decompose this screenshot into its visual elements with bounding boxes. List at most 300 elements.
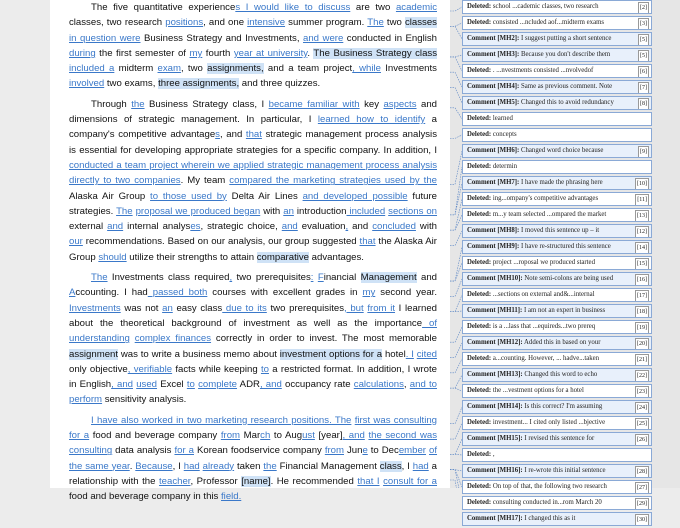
- comment-balloons[interactable]: [462, 0, 652, 528]
- paragraph-1[interactable]: [69, 0, 437, 92]
- tracked-insertion[interactable]: should: [98, 251, 127, 263]
- tracked-insertion[interactable]: to those used by: [150, 190, 227, 202]
- deletion-balloon[interactable]: [462, 128, 652, 142]
- tracked-insertion[interactable]: included: [346, 205, 386, 217]
- balloon-reference-number[interactable]: [3]: [638, 18, 649, 30]
- text-run: , and: [219, 129, 246, 141]
- balloon-text: concepts: [491, 131, 517, 138]
- tracked-insertion[interactable]: that: [359, 236, 376, 248]
- commented-text[interactable]: [name]: [241, 475, 271, 487]
- text-run: recommendations. Based on our analysis, our group suggested: [82, 236, 360, 248]
- balloon-kind-label: Comment [MH2]:: [467, 35, 520, 42]
- text-run: , and one: [203, 17, 248, 29]
- deletion-balloon[interactable]: [462, 208, 652, 222]
- tracked-insertion[interactable]: included a: [69, 63, 115, 75]
- text-run: , Professor: [190, 475, 242, 487]
- tracked-insertion[interactable]: calculations: [353, 379, 404, 391]
- balloon-reference-number[interactable]: [18]: [635, 306, 649, 318]
- document-page[interactable]: [50, 0, 450, 503]
- tracked-insertion[interactable]: first was consulting for a: [69, 414, 437, 442]
- deletion-balloon[interactable]: [462, 112, 652, 126]
- balloon-text: project ...roposal we produced started: [491, 259, 595, 266]
- tracked-insertion[interactable]: of the same year: [69, 445, 438, 472]
- text-run: two exams,: [104, 78, 159, 90]
- deletion-balloon[interactable]: [462, 160, 652, 174]
- tracked-insertion[interactable]: exam: [157, 63, 181, 75]
- comment-balloon[interactable]: [462, 176, 652, 190]
- tracked-insertion[interactable]: and developed possible: [302, 190, 408, 202]
- balloon-text: ing...ompany's competitive advantages: [491, 195, 599, 202]
- balloon-kind-label: Comment [MH13]:: [467, 371, 523, 378]
- deletion-balloon[interactable]: [462, 448, 652, 462]
- text-run: utilize their strengths to attain: [126, 251, 257, 263]
- balloon-text: the ...vestment options for a hotel: [491, 387, 584, 394]
- commented-text[interactable]: class: [379, 460, 402, 472]
- tracked-insertion[interactable]: an: [283, 205, 294, 217]
- balloon-reference-number[interactable]: [23]: [635, 386, 649, 398]
- tracked-insertion[interactable]: that I: [357, 475, 380, 487]
- deletion-balloon[interactable]: [462, 192, 652, 206]
- balloon-reference-number[interactable]: [6]: [638, 66, 649, 78]
- deletion-balloon[interactable]: [462, 384, 652, 398]
- balloon-text: consulting conducted in...rom March 20: [491, 499, 602, 506]
- text-run: conducted in English: [343, 32, 437, 44]
- balloon-kind-label: Comment [MH17]:: [467, 515, 523, 522]
- balloon-kind-label: Deleted:: [467, 163, 492, 170]
- balloon-kind-label: Deleted:: [467, 451, 492, 458]
- text-run: to Dec: [367, 445, 399, 457]
- tracked-insertion[interactable]: aspects: [383, 98, 417, 110]
- text-run: data analysis: [112, 445, 175, 457]
- text-run: only objective: [69, 363, 128, 375]
- balloon-kind-label: Comment [MH3]:: [467, 51, 520, 58]
- commented-text[interactable]: The Business Strategy class: [313, 47, 437, 59]
- tracked-insertion[interactable]: , and: [111, 379, 133, 391]
- tracked-insertion[interactable]: the: [263, 460, 277, 472]
- tracked-insertion[interactable]: for a: [174, 445, 194, 457]
- text-run: second year.: [375, 287, 437, 299]
- text-run: food and beverage company: [89, 430, 221, 442]
- tracked-insertion[interactable]: an: [162, 302, 173, 314]
- commented-text[interactable]: three assignments,: [158, 78, 240, 90]
- text-run: ADR: [237, 379, 260, 391]
- tracked-insertion[interactable]: our: [69, 236, 83, 248]
- tracked-insertion[interactable]: already: [202, 460, 235, 472]
- commented-text[interactable]: assignment: [69, 348, 119, 360]
- comment-balloon[interactable]: [462, 304, 652, 318]
- text-run: classes, two research: [69, 17, 166, 29]
- balloon-text: investment... I cited only listed ...bjective: [491, 419, 606, 426]
- balloon-reference-number[interactable]: [2]: [638, 2, 649, 14]
- deletion-balloon[interactable]: [462, 256, 652, 270]
- text-run: strategic management process analysis is essential for developing appropriate strategies for a specific company. In addition, I: [69, 129, 437, 156]
- tracked-insertion[interactable]: from: [324, 445, 344, 457]
- text-run: two: [383, 17, 405, 29]
- comment-balloon[interactable]: [462, 432, 652, 446]
- tracked-insertion[interactable]: , while: [352, 63, 381, 75]
- text-run: the first semester of: [95, 47, 190, 59]
- tracked-insertion[interactable]: . I: [405, 348, 414, 360]
- tracked-insertion[interactable]: that: [245, 129, 262, 141]
- balloon-kind-label: Deleted:: [467, 419, 492, 426]
- text-run: are two: [350, 2, 396, 13]
- balloon-reference-number[interactable]: [29]: [635, 498, 649, 510]
- balloon-text: ...sections on external and&...internal: [491, 291, 595, 298]
- balloon-kind-label: Comment [MH16]:: [467, 467, 523, 474]
- balloon-text: I revised this sentence for: [522, 435, 595, 442]
- text-run: two prerequisites: [266, 302, 345, 314]
- tracked-insertion[interactable]: , but: [344, 302, 364, 314]
- comment-balloon[interactable]: [462, 32, 652, 46]
- text-run: the Alaska Air Group: [69, 236, 438, 263]
- text-run: ,: [403, 379, 410, 391]
- balloon-kind-label: Comment [MH15]:: [467, 435, 523, 442]
- tracked-insertion[interactable]: and: [107, 221, 124, 233]
- balloon-reference-number[interactable]: [9]: [638, 146, 649, 158]
- tracked-insertion[interactable]: concluded: [372, 221, 416, 233]
- tracked-insertion[interactable]: proposal we produced began: [135, 205, 261, 217]
- text-run: Mar: [240, 430, 261, 442]
- tracked-insertion[interactable]: e: [362, 445, 368, 457]
- text-run: sensitivity analysis.: [102, 394, 187, 406]
- text-run: summer program.: [285, 17, 368, 29]
- balloon-reference-number[interactable]: [8]: [638, 98, 649, 110]
- balloon-kind-label: Deleted:: [467, 67, 492, 74]
- text-run: Financial Management: [276, 460, 380, 472]
- tracked-insertion[interactable]: involved: [69, 78, 105, 90]
- deletion-balloon[interactable]: [462, 64, 652, 78]
- deletion-balloon[interactable]: [462, 16, 652, 30]
- text-run: a company's competitive advantage: [69, 114, 438, 141]
- tracked-insertion[interactable]: ember: [398, 445, 427, 457]
- text-run: was not: [120, 302, 163, 314]
- balloon-reference-number[interactable]: [19]: [635, 322, 649, 334]
- balloon-reference-number[interactable]: [14]: [635, 242, 649, 254]
- comment-balloon[interactable]: [462, 368, 652, 382]
- balloon-kind-label: Comment [MH11]:: [467, 307, 523, 314]
- tracked-insertion[interactable]: I have also worked in two marketing research positions. The: [91, 414, 352, 426]
- balloon-reference-number[interactable]: [11]: [635, 194, 649, 206]
- balloon-text: ,: [491, 451, 495, 458]
- paragraph-2[interactable]: [69, 97, 437, 265]
- text-run: and: [416, 272, 438, 284]
- text-run: easy class: [172, 302, 223, 314]
- balloon-reference-number[interactable]: [15]: [635, 258, 649, 270]
- tracked-insertion[interactable]: , and: [259, 379, 282, 391]
- tracked-insertion[interactable]: cited: [416, 348, 437, 360]
- tracked-insertion[interactable]: intensive: [247, 17, 286, 29]
- balloon-text: Changed this to avoid redundancy: [519, 99, 614, 106]
- balloon-text: I am not an expert in business: [522, 307, 606, 314]
- balloon-kind-label: Deleted:: [467, 195, 492, 202]
- comment-balloon[interactable]: [462, 464, 652, 478]
- text-run: Business Strategy class, I: [144, 98, 269, 110]
- comment-balloon[interactable]: [462, 336, 652, 350]
- tracked-insertion[interactable]: consult for a: [383, 475, 438, 487]
- balloon-reference-number[interactable]: [22]: [635, 370, 649, 382]
- text-run: occupancy rate: [281, 379, 354, 391]
- tracked-insertion[interactable]: from it: [367, 302, 396, 314]
- balloon-reference-number[interactable]: [10]: [635, 178, 649, 190]
- deletion-balloon[interactable]: [462, 288, 652, 302]
- tracked-insertion[interactable]: year at university: [233, 47, 308, 59]
- text-run: Through: [91, 98, 132, 110]
- text-run: introduction: [293, 205, 347, 217]
- tracked-insertion[interactable]: to: [186, 379, 195, 391]
- tracked-insertion[interactable]: and: [281, 221, 298, 233]
- comment-balloon[interactable]: [462, 272, 652, 286]
- balloon-kind-label: Deleted:: [467, 3, 492, 10]
- text-run: external: [69, 221, 108, 233]
- tracked-insertion[interactable]: ,: [345, 221, 349, 233]
- tracked-insertion[interactable]: during: [69, 47, 96, 59]
- tracked-insertion[interactable]: Because: [135, 460, 173, 472]
- balloon-text: I have re-structured this sentence: [519, 243, 611, 250]
- text-run: midterm: [114, 63, 158, 75]
- text-run: courses with excellent grades in: [207, 287, 363, 299]
- balloon-kind-label: Comment [MH8]:: [467, 227, 520, 234]
- balloon-reference-number[interactable]: [26]: [635, 434, 649, 446]
- balloon-text: Because you don't describe them: [519, 51, 611, 58]
- text-run: with: [415, 221, 437, 233]
- tracked-insertion[interactable]: ust: [302, 430, 315, 442]
- tracked-insertion[interactable]: field.: [221, 491, 242, 503]
- tracked-insertion[interactable]: of understanding: [69, 317, 437, 345]
- deletion-balloon[interactable]: [462, 496, 652, 510]
- balloon-kind-label: Deleted:: [467, 259, 492, 266]
- balloon-kind-label: Deleted:: [467, 355, 492, 362]
- balloon-kind-label: Comment [MH12]:: [467, 339, 523, 346]
- balloon-kind-label: Comment [MH5]:: [467, 99, 520, 106]
- tracked-insertion[interactable]: learned how to identify: [317, 114, 426, 126]
- deletion-balloon[interactable]: [462, 416, 652, 430]
- balloon-reference-number[interactable]: [13]: [635, 210, 649, 222]
- tracked-insertion[interactable]: Investments: [69, 302, 121, 314]
- text-run: taken: [234, 460, 264, 472]
- text-run: .: [307, 47, 314, 59]
- text-run: key: [359, 98, 384, 110]
- text-run: , two: [181, 63, 208, 75]
- text-run: a restricted format. In addition, I wrote in English: [69, 363, 437, 391]
- text-run: I learned about the theoretical background of investment as well as the importance: [69, 302, 438, 329]
- text-run: . My team: [180, 175, 230, 187]
- balloon-text: Changed this word to echo: [522, 371, 598, 378]
- commented-text[interactable]: assignments,: [207, 63, 264, 75]
- balloon-kind-label: Deleted:: [467, 131, 492, 138]
- tracked-insertion[interactable]: F: [317, 272, 324, 284]
- balloon-text: On top of that, the following two research: [491, 483, 607, 490]
- balloon-reference-number[interactable]: [7]: [638, 82, 649, 94]
- balloon-reference-number[interactable]: [28]: [635, 466, 649, 478]
- comment-balloon[interactable]: [462, 512, 652, 526]
- text-run: , I: [401, 460, 413, 472]
- tracked-insertion[interactable]: from: [220, 430, 241, 442]
- text-run: inancial: [323, 272, 361, 284]
- commented-text[interactable]: comparative: [256, 251, 310, 263]
- tracked-insertion[interactable]: my: [362, 287, 376, 299]
- tracked-insertion[interactable]: had: [183, 460, 200, 472]
- balloon-text: Is this correct? I'm assuming: [522, 403, 603, 410]
- text-run: Excel: [157, 379, 187, 391]
- balloon-kind-label: Deleted:: [467, 387, 492, 394]
- tracked-insertion[interactable]: complete: [198, 379, 238, 391]
- balloon-kind-label: Comment [MH7]:: [467, 179, 520, 186]
- tracked-insertion[interactable]: compared the marketing strategies used by the: [229, 175, 438, 187]
- tracked-insertion[interactable]: in question were: [69, 32, 141, 44]
- text-run: [year]: [314, 430, 343, 442]
- balloon-text: Note semi-colons are being used: [522, 275, 614, 282]
- text-run: The five quantitative experience: [91, 2, 236, 13]
- tracked-insertion[interactable]: s: [215, 129, 220, 141]
- text-run: evaluation: [297, 221, 346, 233]
- deletion-balloon[interactable]: [462, 320, 652, 334]
- balloon-reference-number[interactable]: [30]: [635, 514, 649, 526]
- balloon-kind-label: Deleted:: [467, 291, 492, 298]
- balloon-text: a...counting. However, ... hadve...taken: [491, 355, 600, 362]
- balloon-reference-number[interactable]: [17]: [635, 290, 649, 302]
- tracked-insertion[interactable]: teacher: [159, 475, 191, 487]
- balloon-kind-label: Comment [MH9]:: [467, 243, 520, 250]
- balloon-text: consisted ...ncluded aof...midterm exams: [491, 19, 605, 26]
- text-run: internal analys: [123, 221, 191, 233]
- balloon-text: I suggest putting a short sentence: [519, 35, 612, 42]
- balloon-text: Added this in based on your: [522, 339, 601, 346]
- balloon-text: Changed word choice because: [519, 147, 604, 154]
- tracked-insertion[interactable]: The: [116, 205, 133, 217]
- balloon-reference-number[interactable]: [20]: [635, 338, 649, 350]
- document-body[interactable]: [69, 0, 437, 505]
- tracked-insertion[interactable]: became familiar with: [268, 98, 360, 110]
- deletion-balloon[interactable]: [462, 352, 652, 366]
- balloon-text: I have made the phrasing here: [519, 179, 603, 186]
- text-run: with: [260, 205, 284, 217]
- text-run: Alaska Air Group: [69, 190, 151, 202]
- tracked-insertion[interactable]: passed both: [147, 287, 208, 299]
- text-run: correctly in order to invest. The most memorable: [211, 333, 437, 345]
- balloon-reference-number[interactable]: [16]: [635, 274, 649, 286]
- tracked-insertion[interactable]: the second was consulting: [69, 430, 437, 457]
- balloon-reference-number[interactable]: [21]: [635, 354, 649, 366]
- balloon-reference-number[interactable]: [25]: [635, 418, 649, 430]
- comment-balloon[interactable]: [462, 240, 652, 254]
- text-run: , strategic choice,: [200, 221, 282, 233]
- text-run: and a team project: [263, 63, 353, 75]
- deletion-balloon[interactable]: [462, 0, 652, 14]
- tracked-insertion[interactable]: and to perform: [69, 379, 437, 406]
- balloon-kind-label: Deleted:: [467, 499, 492, 506]
- tracked-insertion[interactable]: ch: [260, 430, 271, 442]
- balloon-kind-label: Deleted:: [467, 19, 492, 26]
- text-run: a relationship with the: [69, 460, 437, 487]
- tracked-insertion[interactable]: The: [367, 17, 384, 29]
- text-run: and three quizzes.: [239, 78, 321, 90]
- tracked-insertion[interactable]: and were: [303, 32, 344, 44]
- balloon-text: Same as previous comment. Note: [519, 83, 613, 90]
- text-run: .: [129, 460, 136, 472]
- balloon-reference-number[interactable]: [24]: [635, 402, 649, 414]
- text-run: Delta Air Lines: [226, 190, 303, 202]
- balloon-text: I re-wrote this initial sentence: [522, 467, 606, 474]
- commented-text[interactable]: Management: [360, 272, 417, 284]
- paragraph-4[interactable]: [69, 413, 437, 505]
- comment-balloon[interactable]: [462, 80, 652, 94]
- tracked-insertion[interactable]: conducted a team project wherein we applied strategic management process analysis directly to two companies: [69, 159, 437, 187]
- tracked-insertion[interactable]: es: [190, 221, 201, 233]
- tracked-insertion[interactable]: the: [131, 98, 145, 110]
- text-run: food and beverage company in this: [69, 491, 222, 503]
- comment-balloon[interactable]: [462, 144, 652, 158]
- balloon-text: school ...cademic classes, two research: [491, 3, 599, 10]
- balloon-text: I changed this as it: [522, 515, 576, 522]
- tracked-insertion[interactable]: sections on: [388, 205, 438, 217]
- text-run: future strategies.: [69, 190, 437, 217]
- text-run: and: [348, 221, 373, 233]
- balloon-text: is a ...lass that ...equireds...two prereq: [491, 323, 596, 330]
- tracked-insertion[interactable]: ,: [229, 272, 233, 284]
- tracked-insertion[interactable]: my: [189, 47, 203, 59]
- deletion-balloon[interactable]: [462, 480, 652, 494]
- balloon-reference-number[interactable]: [5]: [638, 34, 649, 46]
- commented-text[interactable]: classes: [404, 17, 437, 29]
- text-run: hotel: [382, 348, 406, 360]
- comment-balloon[interactable]: [462, 224, 652, 238]
- balloon-reference-number[interactable]: [12]: [635, 226, 649, 238]
- balloon-text: determin: [491, 163, 518, 170]
- balloon-kind-label: Deleted:: [467, 211, 492, 218]
- tracked-insertion[interactable]: A: [69, 287, 76, 299]
- tracked-insertion[interactable]: The: [91, 272, 108, 284]
- comment-balloon[interactable]: [462, 96, 652, 110]
- tracked-insertion[interactable]: due to its: [222, 302, 267, 314]
- balloon-reference-number[interactable]: [27]: [635, 482, 649, 494]
- text-run: Investments class required: [107, 272, 230, 284]
- balloon-text: I moved this sentence up – it: [519, 227, 600, 234]
- comment-balloon[interactable]: [462, 48, 652, 62]
- text-run: Investments: [380, 63, 437, 75]
- balloon-kind-label: Comment [MH10]:: [467, 275, 523, 282]
- commented-text[interactable]: investment options for a: [279, 348, 383, 360]
- text-run: advantages.: [309, 251, 364, 263]
- tracked-insertion[interactable]: , and: [342, 430, 365, 442]
- tracked-insertion[interactable]: s I would like to discuss: [235, 2, 351, 13]
- text-run: two prerequisites: [232, 272, 311, 284]
- text-run: fourth: [202, 47, 234, 59]
- comment-balloon[interactable]: [462, 400, 652, 414]
- text-run: to Aug: [270, 430, 303, 442]
- tracked-insertion[interactable]: used: [136, 379, 158, 391]
- balloon-kind-label: Comment [MH14]:: [467, 403, 523, 410]
- balloon-kind-label: Deleted:: [467, 323, 492, 330]
- text-run: Business Strategy and Investments,: [140, 32, 304, 44]
- text-run: ccounting. I had: [75, 287, 148, 299]
- tracked-insertion[interactable]: positions: [165, 17, 204, 29]
- text-run: facts while keeping: [172, 363, 261, 375]
- balloon-kind-label: Deleted:: [467, 483, 492, 490]
- tracked-insertion[interactable]: , verifiable: [127, 363, 173, 375]
- balloon-text: m...y team selected ...ompared the market: [491, 211, 607, 218]
- paragraph-3[interactable]: [69, 270, 437, 408]
- tracked-insertion[interactable]: to: [260, 363, 269, 375]
- balloon-reference-number[interactable]: [5]: [638, 50, 649, 62]
- text-run: was to write a business memo about: [118, 348, 280, 360]
- balloon-text: learned: [491, 115, 513, 122]
- tracked-insertion[interactable]: had: [412, 460, 429, 472]
- text-run: Jun: [344, 445, 363, 457]
- tracked-insertion[interactable]: :: [310, 272, 314, 284]
- tracked-insertion[interactable]: academic: [395, 2, 437, 13]
- tracked-insertion[interactable]: complex finances: [134, 333, 212, 345]
- balloon-kind-label: Comment [MH4]:: [467, 83, 520, 90]
